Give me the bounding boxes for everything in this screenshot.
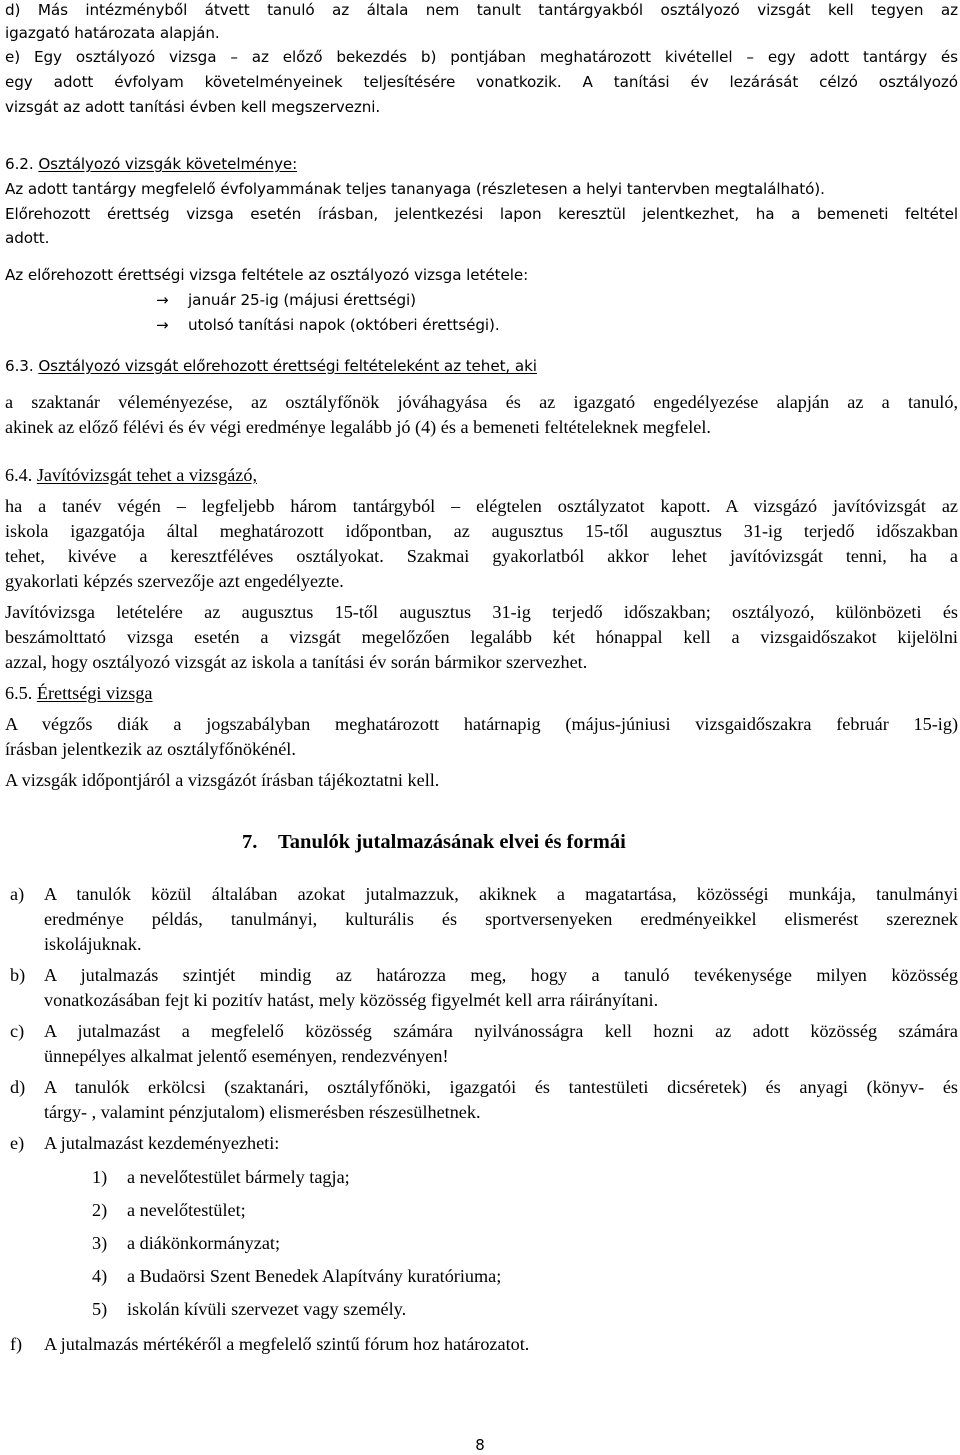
page-number: 8 [475,1436,485,1454]
list-item-text: A jutalmazást a megfelelő közösség számára nyilvánosságra kell hozni az adott közösség számára [44,1021,958,1041]
section-6-3-text: akinek az előző félévi és év végi eredménye legalább jó (4) és a bemeneti feltételeknek megfelel. [5,417,711,437]
item-e-line: e) Egy osztályozó vizsga – az előző bekezdés b) pontjában meghatározott kivétellel – egy adott tantárgy és [5,48,958,66]
section-6-5-text: A végzős diák a jogszabályban meghatározott határnapig (május-júniusi vizsgaidőszakra február 15-ig) [5,714,958,734]
bullet-item: utolsó tanítási napok (októberi érettségi). [188,316,500,334]
section-6-3-heading [5,357,958,375]
section-6-2-heading [5,155,958,173]
sublist-number: 1) [92,1167,108,1187]
section-6-4-heading [5,465,958,486]
list-label: e) [10,1133,25,1153]
section-number: 6.4. [5,465,33,485]
sublist-item: a diákönkormányzat; [127,1233,281,1253]
section-6-4-text: beszámolttató vizsga esetén a vizsgát megelőzően legalább két hónappal kell a vizsgaidőszakot kijelölni [5,627,958,647]
list-label: a) [10,884,25,904]
item-d-line: igazgató határozata alapján. [5,24,220,42]
list-item-text: A jutalmazás mértékéről a megfelelő szintű fórum hoz határozatot. [44,1334,530,1354]
section-6-5-text: A vizsgák időpontjáról a vizsgázót írásban tájékoztatni kell. [5,770,440,790]
sublist-number: 2) [92,1200,108,1220]
section-6-4-text: ha a tanév végén – legfeljebb három tantárgyból – elégtelen osztályzatot kapott. A vizsgázó javítóvizsgát az [5,496,958,516]
section-6-4-text: azzal, hogy osztályozó vizsgát az iskola a tanítási év során bármikor szervezhet. [5,652,588,672]
section-number: 6.5. [5,683,33,703]
item-e-line: egy adott évfolyam követelményeinek teljesítésére vonatkozik. A tanítási év lezárását célzó osztályozó [5,73,958,91]
section-6-2-text: Az adott tantárgy megfelelő évfolyammának teljes tananyaga (részletesen a helyi tantervben megtalálható). [5,180,825,198]
list-label: d) [10,1077,26,1097]
item-e-line: vizsgát az adott tanítási évben kell megszervezni. [5,98,381,116]
section-6-4-text: gyakorlati képzés szervezője azt engedélyezte. [5,571,344,591]
section-6-4-text: Javítóvizsga letételére az augusztus 15-től augusztus 31-ig terjedő időszakban; osztályozó, különbözeti és [5,602,958,622]
section-number: 6.3. [5,357,34,375]
list-item-text: A jutalmazást kezdeményezheti: [44,1133,280,1153]
list-item-text: A tanulók közül általában azokat jutalmazzuk, akiknek a magatartása, közösségi munkája, tanulmányi [44,884,958,904]
sublist-number: 5) [92,1299,108,1319]
sublist-item: iskolán kívüli szervezet vagy személy. [127,1299,407,1319]
section-6-5-heading [5,683,958,704]
list-item-text: eredménye példás, tanulmányi, kulturális és sportversenyeken eredményeikkel elismerést szereznek [44,909,958,929]
section-6-4-text: iskola igazgatója által meghatározott időpontban, az augusztus 15-től augusztus 31-ig terjedő időszakban [5,521,958,541]
list-item-text: iskolájuknak. [44,934,142,954]
section-6-2-text: Előrehozott érettség vizsga esetén írásban, jelentkezési lapon keresztül jelentkezhet, ha a bemeneti feltétel [5,205,958,223]
section-6-2-condition: Az előrehozott érettségi vizsga feltétele az osztályozó vizsga letétele: [5,266,529,284]
sublist-item: a nevelőtestület bármely tagja; [127,1167,350,1187]
section-6-3-text: a szaktanár véleményezése, az osztályfőnök jóváhagyása és az igazgató engedélyezése alapján az a tanuló, [5,392,958,412]
list-label: f) [10,1334,23,1354]
section-title: Osztályozó vizsgák követelménye: [38,155,298,173]
list-item-text: ünnepélyes alkalmat jelentő eseményen, rendezvényen! [44,1046,449,1066]
arrow-bullet-icon: → [156,291,169,309]
section-title: Javítóvizsgát tehet a vizsgázó, [36,465,258,485]
list-item-text: vonatkozásában fejt ki pozitív hatást, mely közösség figyelmét kell arra ráirányítani. [44,990,659,1010]
section-6-2-text: adott. [5,229,50,247]
section-7-heading [242,831,626,854]
section-title: Osztályozó vizsgát előrehozott érettségi feltételeként az tehet, aki [38,357,537,375]
section-number: 6.2. [5,155,34,173]
list-label: b) [10,965,26,985]
list-item-text: A jutalmazás szintjét mindig az határozza meg, hogy a tanuló tevékenysége milyen közösség [44,965,958,985]
section-title: Tanulók jutalmazásának elvei és formái [278,831,626,853]
sublist-number: 3) [92,1233,108,1253]
list-item-text: tárgy- , valamint pénzjutalom) elismerésben részesülhetnek. [44,1102,481,1122]
sublist-number: 4) [92,1266,108,1286]
list-item-text: A tanulók erkölcsi (szaktanári, osztályfőnöki, igazgatói és tantestületi dicséretek) és anyagi (könyv- és [44,1077,958,1097]
section-6-4-text: tehet, kivéve a keresztféléves osztályokat. Szakmai gyakorlatból akkor lehet javítóvizsgát tenni, ha a [5,546,958,566]
bullet-item: január 25-ig (májusi érettségi) [188,291,416,309]
arrow-bullet-icon: → [156,316,169,334]
sublist-item: a nevelőtestület; [127,1200,246,1220]
item-d-line: d) Más intézményből átvett tanuló az általa nem tanult tantárgyakból osztályozó vizsgát kell tegyen az [5,1,958,19]
section-number: 7. [242,831,258,853]
sublist-item: a Budaörsi Szent Benedek Alapítvány kuratóriuma; [127,1266,502,1286]
section-6-5-text: írásban jelentkezik az osztályfőnökénél. [5,739,296,759]
section-title: Érettségi vizsga [36,683,153,703]
list-label: c) [10,1021,25,1041]
